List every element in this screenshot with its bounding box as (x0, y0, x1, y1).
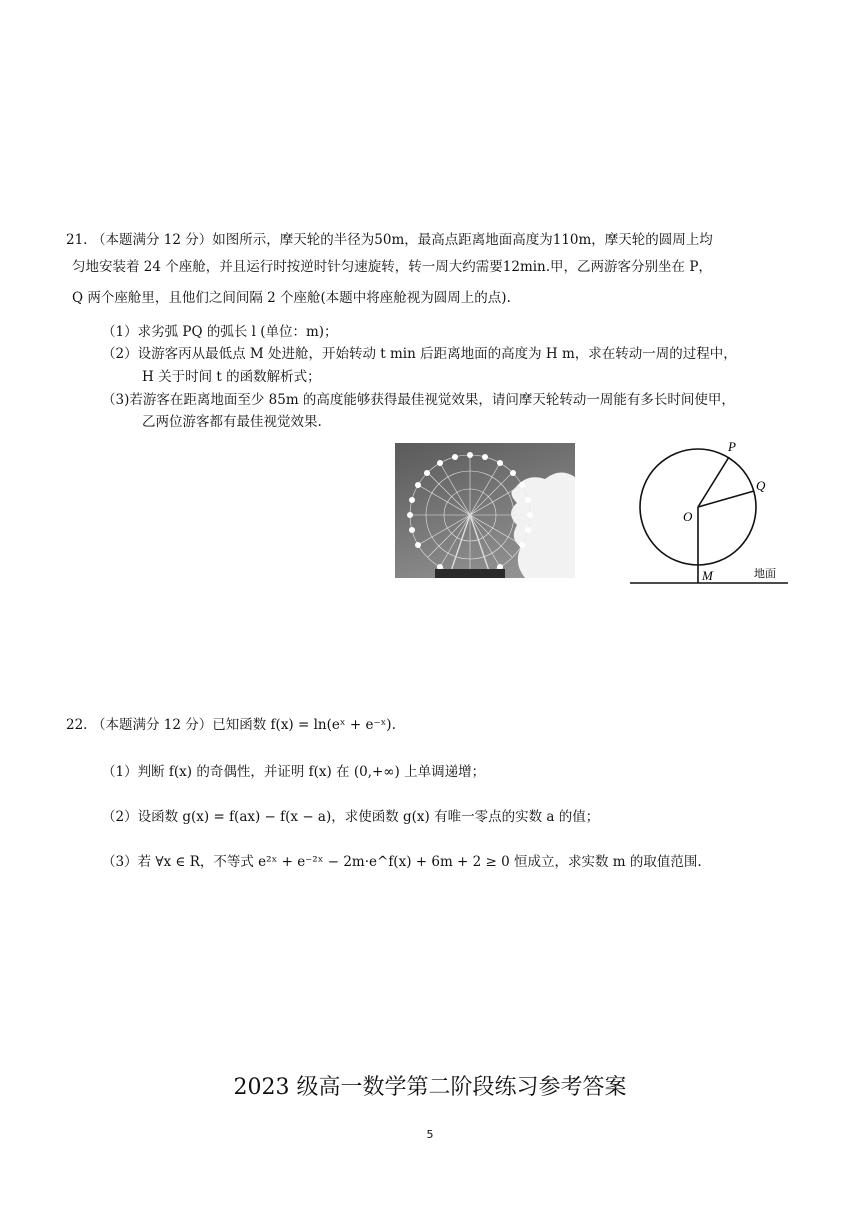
answer-key-title: 2023 级高一数学第二阶段练习参考答案 (233, 1075, 627, 1100)
q21-line-2: 匀地安装着 24 个座舱，并且运行时按逆时针匀速旋转，转一周大约需要12min.甲，乙两游客分别坐在 P， (72, 259, 712, 275)
ferris-wheel-diagram (626, 436, 792, 588)
label-p: P (728, 439, 736, 454)
q21-part-1: （1）求劣弧 PQ 的弧长 l (单位：m)； (102, 324, 338, 340)
q21-part-3b: 乙两位游客都有最佳视觉效果. (142, 414, 322, 430)
label-m: M (702, 568, 713, 583)
ferris-wheel-illustration (395, 443, 575, 578)
q22-part-3: （3）若 ∀x ∈ R，不等式 e²ˣ + e⁻²ˣ − 2m·e^f(x) + 6m + 2 ≥ 0 恒成立，求实数 m 的取值范围. (102, 854, 702, 870)
q21-part-2b: H 关于时间 t 的函数解析式； (142, 369, 321, 385)
q21-line-1: （本题满分 12 分）如图所示，摩天轮的半径为50m，最高点距离地面高度为110m，摩天轮的圆周上均 (92, 232, 713, 248)
label-q: Q (756, 478, 766, 493)
q21-part-2a: （2）设游客丙从最低点 M 处进舱，开始转动 t min 后距离地面的高度为 H m，求在转动一周的过程中， (102, 346, 737, 362)
page-number: 5 (426, 1128, 434, 1141)
q21-line-3: Q 两个座舱里，且他们之间间隔 2 个座舱(本题中将座舱视为圆周上的点). (72, 290, 511, 306)
q22-number: 22. (66, 717, 88, 733)
label-o: O (683, 509, 693, 524)
label-ground: 地面 (754, 567, 776, 580)
ferris-wheel-photo (395, 443, 575, 578)
q22-part-2: （2）设函数 g(x) = f(ax) − f(x − a)，求使函数 g(x) 有唯一零点的实数 a 的值； (102, 809, 600, 825)
q22-part-1: （1）判断 f(x) 的奇偶性，并证明 f(x) 在 (0,+∞) 上单调递增； (102, 764, 486, 780)
q21-number: 21. (66, 232, 88, 248)
q21-part-3a: （3)若游客在距离地面至少 85m 的高度能够获得最佳视觉效果，请问摩天轮转动一周能有多长时间使甲， (102, 392, 735, 408)
q22-stem: （本题满分 12 分）已知函数 f(x) = ln(eˣ + e⁻ˣ). (92, 717, 396, 733)
